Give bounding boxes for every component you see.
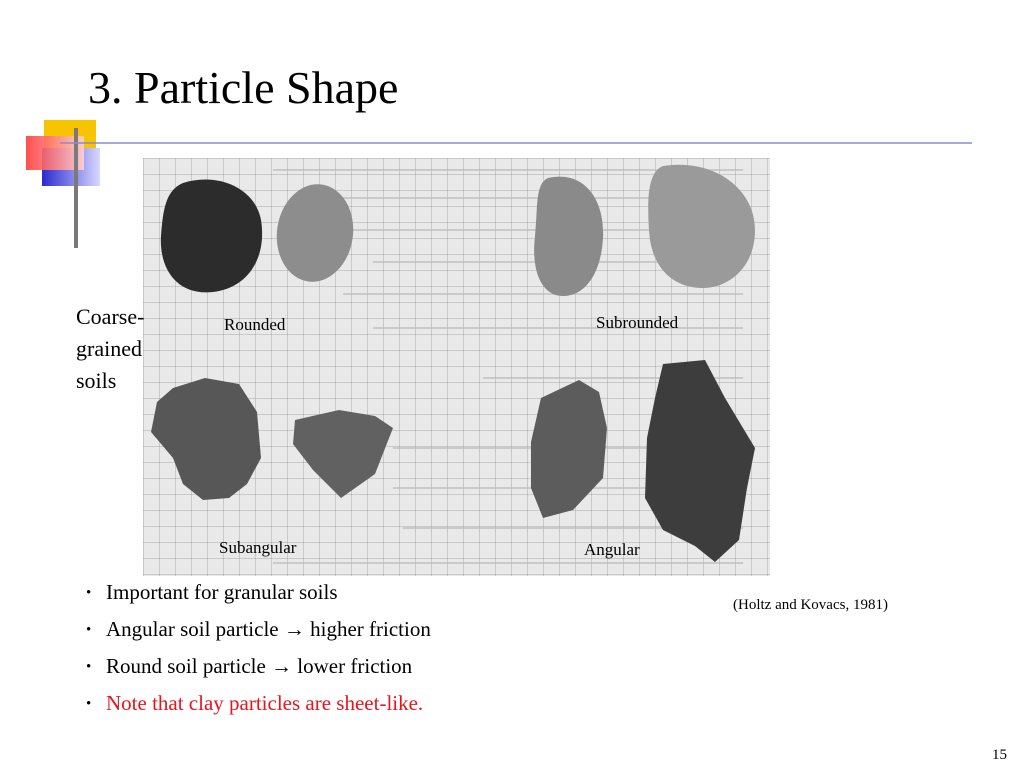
angular-particle-1 [531,380,607,518]
slide-title: 3. Particle Shape [88,62,399,113]
bullet-dot: • [86,622,92,638]
citation: (Holtz and Kovacs, 1981) [733,597,888,613]
subrounded-particle-2 [648,165,755,288]
bullet-dot: • [86,585,92,601]
particle-shapes-photo [143,158,770,576]
rounded-particle-2 [271,179,360,287]
subrounded-particle-1 [534,177,603,296]
label-subrounded: Subrounded [596,313,679,332]
bullet-dot: • [86,659,92,675]
side-label-line: soils [76,368,117,393]
coarse-grained-soils-label [76,301,176,397]
bullet-item [86,576,431,613]
label-rounded: Rounded [224,315,286,334]
bullet-dot: • [86,696,92,712]
bullet-item [86,613,431,650]
side-label-line: grained [76,336,142,361]
label-angular: Angular [584,540,640,559]
bullet-text: Round soil particle → lower friction [106,654,413,678]
bullet-text-highlight: Note that clay particles are sheet-like. [106,691,424,715]
bullet-item [86,650,431,687]
page-number: 15 [992,747,1007,763]
deco-vertical-bar [74,128,78,248]
particle-photo-illustration [143,158,770,576]
bullet-text: Angular soil particle → higher friction [106,617,431,641]
bullet-text: Important for granular soils [106,580,338,604]
label-subangular: Subangular [219,538,297,557]
bullet-list [86,576,431,724]
rounded-particle-1 [161,180,262,293]
angular-particle-2 [645,360,755,562]
side-label-line: Coarse- [76,304,145,329]
subangular-particle-2 [293,410,393,498]
bullet-item [86,687,431,724]
